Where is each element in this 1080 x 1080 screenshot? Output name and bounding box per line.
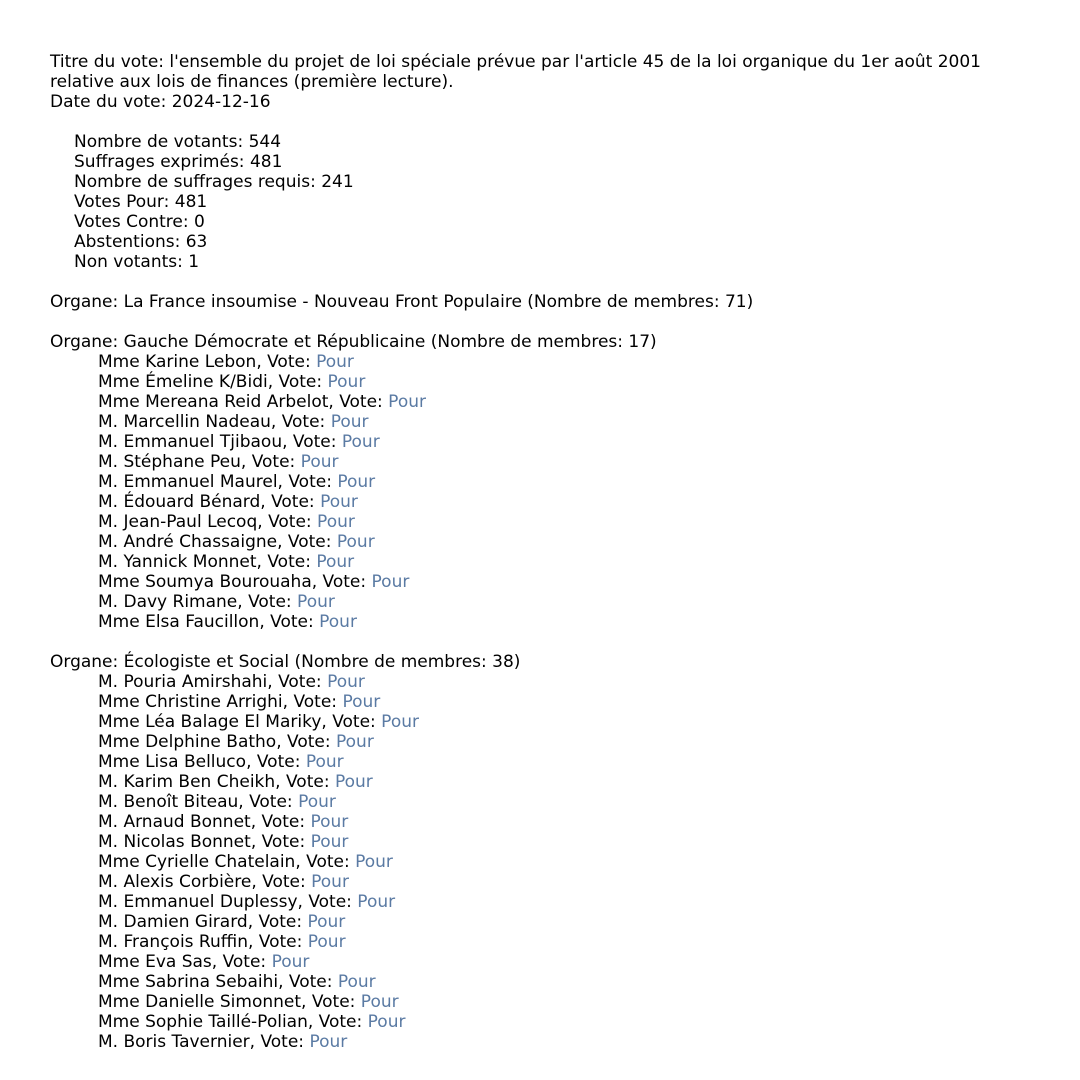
vote-label: , Vote: [297,892,352,912]
member-row [50,812,1070,832]
member-name: Mme Karine Lebon [98,352,257,372]
vote-label: , Vote: [267,372,323,392]
vote-date-label: Date du vote: [50,92,167,112]
member-row [50,752,1070,772]
vote-value-link[interactable]: Pour [367,1012,406,1032]
vote-label: , Vote: [247,912,303,932]
stat-label: Nombre de suffrages requis: [74,172,316,192]
member-name: M. Boris Tavernier [98,1032,250,1052]
member-row [50,992,1070,1012]
vote-value-link[interactable]: Pour [337,472,376,492]
member-name: M. François Ruffin [98,932,248,952]
member-row [50,492,1070,512]
vote-value-link[interactable]: Pour [371,572,410,592]
stat-label: Suffrages exprimés: [74,152,245,172]
vote-value-link[interactable]: Pour [316,552,355,572]
member-name: Mme Delphine Batho [98,732,277,752]
member-row [50,612,1070,632]
vote-title-block [50,52,1070,112]
vote-value-link[interactable]: Pour [330,412,369,432]
member-name: Mme Christine Arrighi [98,692,283,712]
organ-group [50,292,1070,312]
member-name: M. Benoît Biteau [98,792,239,812]
member-name: Mme Sophie Taillé-Polian [98,1012,308,1032]
member-name: M. Emmanuel Maurel [98,472,278,492]
stat-label: Non votants: [74,252,183,272]
member-row [50,772,1070,792]
vote-value-link[interactable]: Pour [388,392,426,412]
vote-label: , Vote: [270,412,326,432]
vote-value-link[interactable]: Pour [336,532,375,552]
member-row [50,472,1070,492]
member-name: Mme Mereana Reid Arbelot [98,392,329,412]
spacer [50,112,1070,132]
spacer [50,312,1070,332]
vote-date [50,92,1070,112]
vote-value-link[interactable]: Pour [305,752,344,772]
member-row [50,872,1070,892]
vote-label: , Vote: [251,872,306,892]
stat-value: 544 [248,132,282,152]
vote-value-link[interactable]: Pour [320,492,358,512]
member-row [50,952,1070,972]
stat-value: 481 [249,152,283,172]
member-name: Mme Lisa Belluco [98,752,247,772]
vote-value-link[interactable]: Pour [319,612,357,632]
member-name: Mme Émeline K/Bidi [98,372,268,392]
member-name: M. André Chassaigne [98,532,278,552]
vote-label: , Vote: [328,392,383,412]
vote-label: , Vote: [211,952,267,972]
member-name: M. Emmanuel Tjibaou [98,432,283,452]
vote-label: , Vote: [247,932,303,952]
stat-line [50,232,1070,252]
member-name: Mme Eva Sas [98,952,212,972]
member-row [50,552,1070,572]
vote-label: , Vote: [259,612,314,632]
member-name: M. Marcellin Nadeau [98,412,271,432]
vote-title-line-2: relative aux lois de finances (première lecture). [50,72,454,92]
vote-title [50,52,1070,72]
member-row [50,792,1070,812]
vote-label: , Vote: [301,992,356,1012]
vote-value-link[interactable]: Pour [355,852,393,872]
member-row [50,1032,1070,1052]
vote-value-link[interactable]: Pour [311,872,349,892]
stat-line [50,192,1070,212]
vote-label: , Vote: [275,772,330,792]
vote-value-link[interactable]: Pour [342,692,381,712]
vote-value-link[interactable]: Pour [334,772,373,792]
member-row [50,732,1070,752]
member-name: M. Davy Rimane [98,592,238,612]
vote-value-link[interactable]: Pour [297,592,335,612]
stat-value: 1 [188,252,200,272]
member-row [50,712,1070,732]
vote-document [50,52,1070,1052]
vote-label: , Vote: [311,572,367,592]
member-row [50,892,1070,912]
vote-label: , Vote: [256,552,311,572]
vote-value-link[interactable]: Pour [310,832,349,852]
vote-label: , Vote: [246,752,301,772]
organ-header: Organe: Gauche Démocrate et Républicaine (Nombre de membres: 17) [50,332,657,352]
member-name: Mme Soumya Bourouaha [98,572,312,592]
vote-label: , Vote: [250,812,306,832]
vote-label: , Vote: [240,452,296,472]
vote-statistics [50,132,1070,272]
member-name: M. Arnaud Bonnet [98,812,251,832]
member-row [50,592,1070,612]
member-name: M. Yannick Monnet [98,552,257,572]
organ-group [50,332,1070,632]
vote-value-link[interactable]: Pour [336,732,374,752]
vote-label: , Vote: [250,832,306,852]
vote-label: , Vote: [267,672,322,692]
member-name: M. Jean-Paul Lecoq [98,512,258,532]
vote-value-link[interactable]: Pour [317,512,355,532]
vote-label: , Vote: [257,512,312,532]
vote-value-link[interactable]: Pour [310,812,349,832]
member-row [50,572,1070,592]
vote-value-link[interactable]: Pour [381,712,419,732]
member-row [50,392,1070,412]
vote-label: , Vote: [282,432,337,452]
member-name: M. Édouard Bénard [98,492,261,512]
vote-value-link[interactable]: Pour [327,372,366,392]
member-name: M. Nicolas Bonnet [98,832,251,852]
member-name: M. Karim Ben Cheikh [98,772,276,792]
member-row [50,1012,1070,1032]
member-name: M. Pouria Amirshahi [98,672,268,692]
member-name: M. Emmanuel Duplessy [98,892,298,912]
stat-line [50,172,1070,192]
vote-value-link[interactable]: Pour [327,672,365,692]
member-row [50,972,1070,992]
stat-label: Votes Pour: [74,192,170,212]
member-row [50,692,1070,712]
member-row [50,532,1070,552]
vote-label: , Vote: [237,592,292,612]
member-row [50,912,1070,932]
stat-line [50,252,1070,272]
vote-value-link[interactable]: Pour [307,932,346,952]
stat-line [50,212,1070,232]
member-row [50,412,1070,432]
stat-label: Votes Contre: [74,212,189,232]
member-name: Mme Sabrina Sebaihi [98,972,279,992]
vote-value-link[interactable]: Pour [271,952,310,972]
vote-label: , Vote: [277,532,332,552]
vote-label: , Vote: [238,792,293,812]
stat-value: 481 [174,192,208,212]
stat-value: 63 [185,232,208,252]
member-row [50,432,1070,452]
vote-label: , Vote: [282,692,338,712]
spacer [50,272,1070,292]
stat-label: Abstentions: [74,232,181,252]
vote-value-link[interactable]: Pour [307,912,346,932]
vote-label: , Vote: [321,712,376,732]
stat-line [50,132,1070,152]
member-name: Mme Elsa Faucillon [98,612,260,632]
spacer [50,632,1070,652]
member-row [50,832,1070,852]
vote-date-value: 2024-12-16 [171,92,271,112]
stat-label: Nombre de votants: [74,132,244,152]
vote-label: , Vote: [295,852,350,872]
vote-value-link[interactable]: Pour [298,792,336,812]
vote-value-link[interactable]: Pour [357,892,396,912]
member-name: Mme Danielle Simonnet [98,992,302,1012]
vote-value-link[interactable]: Pour [360,992,399,1012]
member-name: Mme Cyrielle Chatelain [98,852,296,872]
vote-title-line-1: l'ensemble du projet de loi spéciale prévue par l'article 45 de la loi organique du 1er août 2001 [169,52,981,72]
member-name: M. Alexis Corbière [98,872,252,892]
organ-list [50,272,1070,1052]
vote-title-label: Titre du vote: [50,52,165,72]
vote-value-link[interactable]: Pour [316,352,354,372]
vote-label: , Vote: [307,1012,363,1032]
vote-label: , Vote: [277,472,332,492]
member-row [50,672,1070,692]
organ-group [50,652,1070,1052]
member-row [50,932,1070,952]
vote-label: , Vote: [276,732,331,752]
vote-value-link[interactable]: Pour [341,432,380,452]
organ-header: Organe: La France insoumise - Nouveau Front Populaire (Nombre de membres: 71) [50,292,754,312]
vote-value-link[interactable]: Pour [300,452,339,472]
stat-value: 241 [321,172,354,192]
stat-line [50,152,1070,172]
member-row [50,352,1070,372]
member-name: Mme Léa Balage El Mariky [98,712,322,732]
organ-header: Organe: Écologiste et Social (Nombre de membres: 38) [50,652,521,672]
vote-value-link[interactable]: Pour [309,1032,348,1052]
vote-label: , Vote: [256,352,311,372]
member-row [50,452,1070,472]
member-row [50,372,1070,392]
vote-label: , Vote: [260,492,315,512]
vote-label: , Vote: [278,972,333,992]
vote-value-link[interactable]: Pour [337,972,376,992]
vote-label: , Vote: [249,1032,305,1052]
member-name: M. Damien Girard [98,912,248,932]
stat-value: 0 [194,212,205,232]
member-row [50,852,1070,872]
member-row [50,512,1070,532]
member-name: M. Stéphane Peu [98,452,241,472]
